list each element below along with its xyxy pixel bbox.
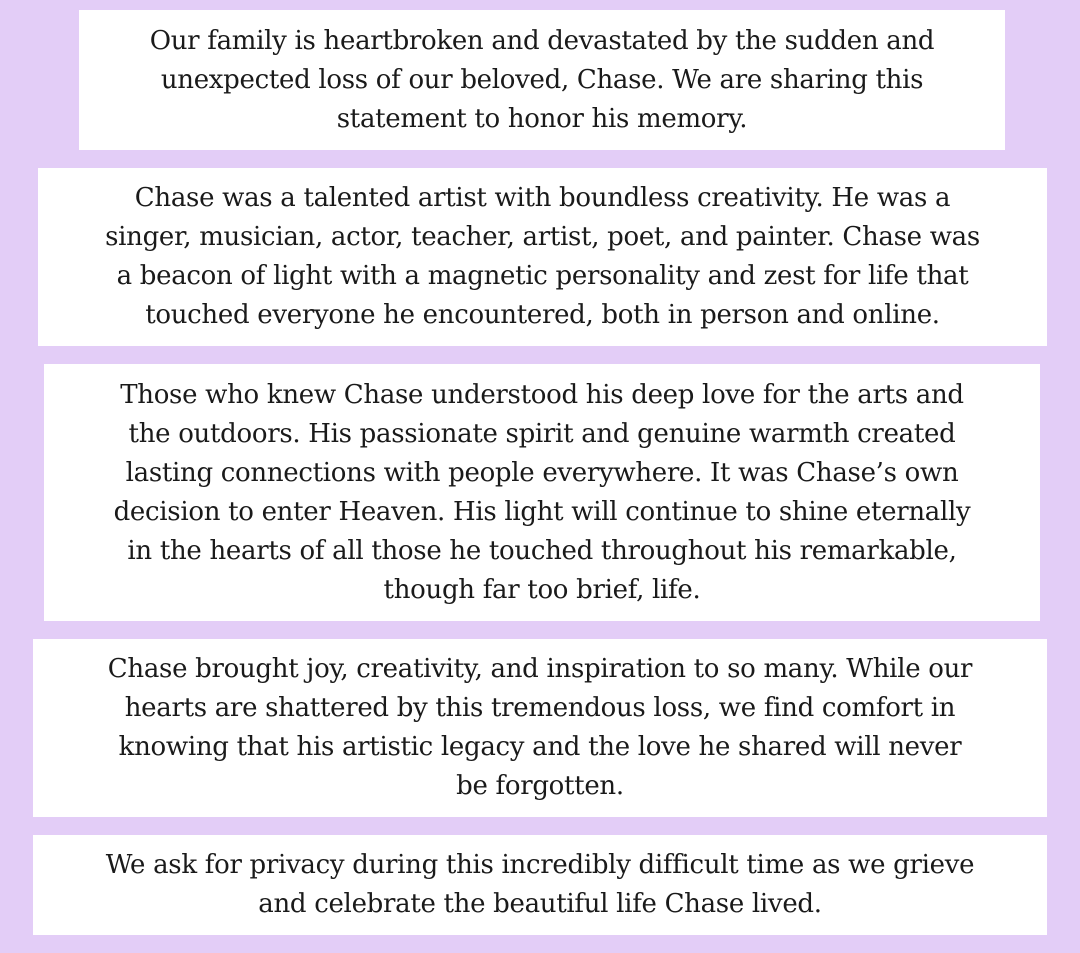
paragraph-1 [150, 22, 935, 139]
paragraph-line: knowing that his artistic legacy and the love he shared will never [118, 732, 962, 762]
paragraph-line: singer, musician, actor, teacher, artist, poet, and painter. Chase was [105, 222, 980, 252]
paragraph-line: be forgotten. [456, 771, 624, 801]
paragraph-line: Chase was a talented artist with boundless creativity. He was a [134, 183, 951, 213]
paragraph-line: statement to honor his memory. [336, 103, 748, 134]
paragraph-3 [114, 376, 971, 610]
statement-card-2 [38, 168, 1047, 346]
paragraph-line: the outdoors. His passionate spirit and genuine warmth created [128, 418, 956, 449]
paragraph-line: Our family is heartbroken and devastated by the sudden and [149, 25, 935, 56]
paragraph-line: We ask for privacy during this incredibly difficult time as we grieve [105, 850, 975, 880]
paragraph-4 [108, 650, 972, 806]
paragraph-line: and celebrate the beautiful life Chase lived. [258, 889, 822, 919]
paragraph-line: in the hearts of all those he touched throughout his remarkable, [127, 535, 957, 566]
paragraph-line: though far too brief, life. [383, 574, 701, 605]
paragraph-line: Those who knew Chase understood his deep love for the arts and [120, 379, 964, 410]
paragraph-line: Chase brought joy, creativity, and inspiration to so many. While our [107, 654, 973, 684]
paragraph-line: unexpected loss of our beloved, Chase. We are sharing this [160, 64, 924, 95]
paragraph-line: lasting connections with people everywhere. It was Chase’s own [125, 457, 959, 488]
statement-card-4 [33, 639, 1047, 817]
statement-card-1 [79, 10, 1005, 150]
statement-card-3 [44, 364, 1040, 621]
paragraph-line: touched everyone he encountered, both in person and online. [145, 300, 940, 330]
paragraph-line: a beacon of light with a magnetic personality and zest for life that [116, 261, 969, 291]
paragraph-line: hearts are shattered by this tremendous loss, we find comfort in [124, 693, 956, 723]
paragraph-2 [105, 179, 980, 335]
paragraph-5 [106, 846, 974, 924]
paragraph-line: decision to enter Heaven. His light will continue to shine eternally [113, 496, 971, 527]
statement-card-5 [33, 835, 1047, 935]
